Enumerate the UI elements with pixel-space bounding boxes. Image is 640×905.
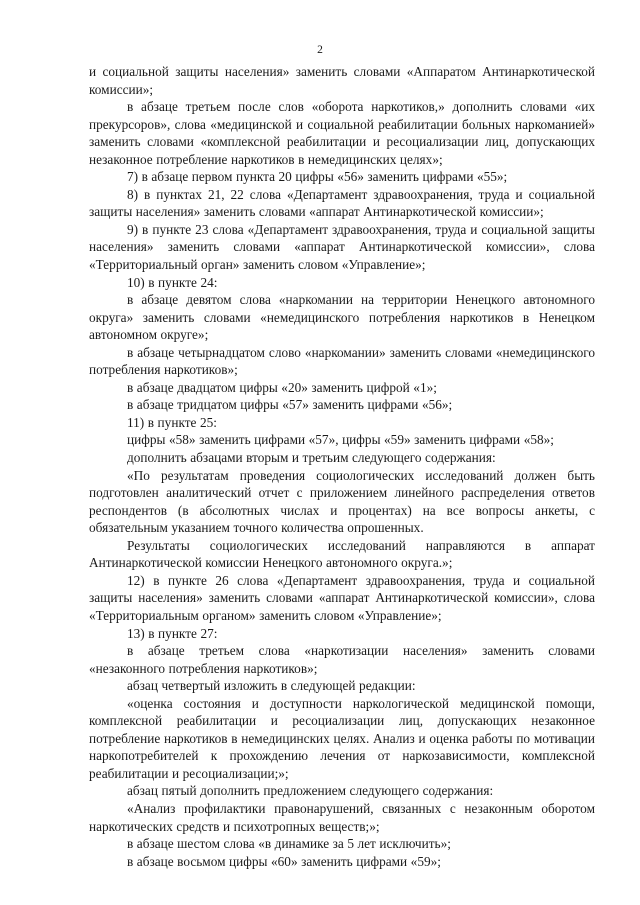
paragraph: «оценка состояния и доступности наркологической медицинской помощи, комплексной реабилитации и ресоциализации лиц, допускающих незаконное потребление наркотиков в немедицинских целях. Анализ и оценка работы по мотивации наркопотребителей к прохождению лечения от наркозависимости, комплексной реабилитации и ресоциализации;»; xyxy=(89,695,595,781)
document-body xyxy=(89,63,595,870)
paragraph: в абзаце девятом слова «наркомании на территории Ненецкого автономного округа» заменить словами «немедицинского потребления наркотиков в Ненецком автономном округе»; xyxy=(89,292,595,343)
paragraph: 9) в пункте 23 слова «Департамент здравоохранения, труда и социальной защиты населения» заменить словами «аппарат Антинаркотической комиссии», слова «Территориальный орган» заменить словом «Управление»; xyxy=(89,221,595,273)
paragraph: 7) в абзаце первом пункта 20 цифры «56» заменить цифрами «55»; xyxy=(127,169,508,185)
paragraph: Результаты социологических исследований направляются в аппарат Антинаркотической комиссии Ненецкого автономного округа.»; xyxy=(89,537,595,571)
paragraph: в абзаце шестом слова «в динамике за 5 лет исключить»; xyxy=(127,836,451,852)
paragraph: абзац четвертый изложить в следующей редакции: xyxy=(127,678,416,694)
paragraph: абзац пятый дополнить предложением следующего содержания: xyxy=(127,783,494,799)
paragraph: в абзаце третьем после слов «оборота наркотиков,» дополнить словами «их прекурсоров», слова «медицинской и социальной реабилитации больных наркоманией» заменить словами «комплексной реабилитации и ресоциализации лиц, допускающих незаконное потребление наркотиков в немедицинских целях»; xyxy=(89,99,595,167)
paragraph: и социальной защиты населения» заменить словами «Аппаратом Антинаркотической комиссии»; xyxy=(89,64,595,97)
paragraph: 10) в пункте 24: xyxy=(127,274,218,290)
paragraph: «По результатам проведения социологических исследований должен быть подготовлен аналитический отчет с приложением линейного распределения ответов респондентов (в абсолютных числах и процентах) на все вопросы анкеты, с обязательным указанием точного количества опрошенных. xyxy=(89,467,595,536)
page-number: 2 xyxy=(317,44,323,56)
paragraph: 8) в пунктах 21, 22 слова «Департамент здравоохранения, труда и социальной защиты населения» заменить словами «аппарат Антинаркотической комиссии»; xyxy=(89,186,595,220)
paragraph: в абзаце четырнадцатом слово «наркомании» заменить словами «немедицинского потребления наркотиков»; xyxy=(89,344,595,378)
paragraph: в абзаце двадцатом цифры «20» заменить цифрой «1»; xyxy=(127,379,437,395)
paragraph: в абзаце восьмом цифры «60» заменить цифрами «59»; xyxy=(127,853,441,869)
paragraph: в абзаце тридцатом цифры «57» заменить цифрами «56»; xyxy=(127,397,453,413)
paragraph: цифры «58» заменить цифрами «57», цифры «59» заменить цифрами «58»; xyxy=(127,432,554,448)
paragraph: «Анализ профилактики правонарушений, связанных с незаконным оборотом наркотических средств и психотропных веществ;»; xyxy=(89,800,595,834)
paragraph: 13) в пункте 27: xyxy=(127,625,218,641)
paragraph: дополнить абзацами вторым и третьим следующего содержания: xyxy=(127,450,496,466)
paragraph: 12) в пункте 26 слова «Департамент здравоохранения, труда и социальной защиты населения» заменить словами «аппарат Антинаркотической комиссии», слова «Территориальным органом» заменить словом «Управление»; xyxy=(89,572,595,623)
paragraph: 11) в пункте 25: xyxy=(127,414,217,430)
paragraph: в абзаце третьем слова «наркотизации населения» заменить словами «незаконного потребления наркотиков»; xyxy=(89,643,595,676)
